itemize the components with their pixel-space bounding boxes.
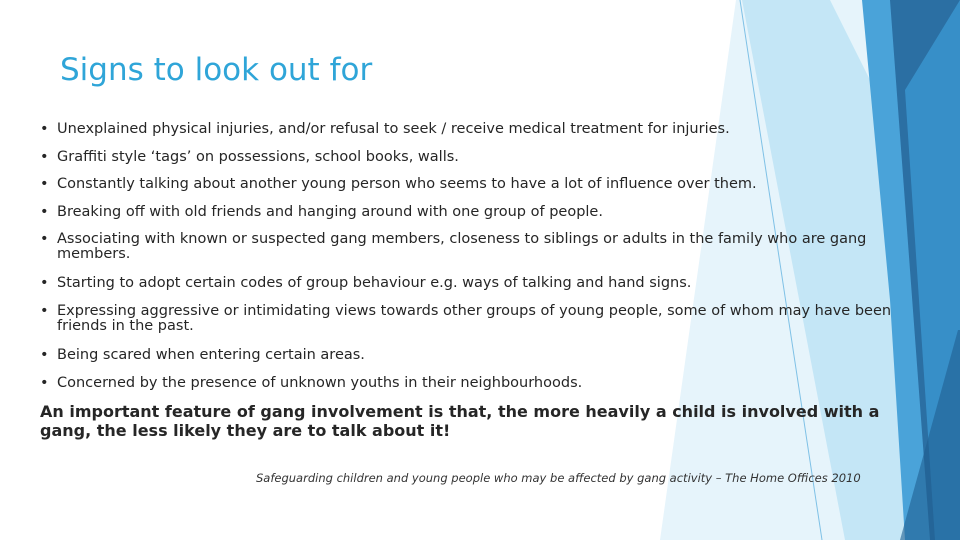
bullet-item [40,205,910,220]
bullet-dot: • [40,347,49,363]
bullet-dot: • [40,149,49,165]
bullet-item [40,348,910,363]
bullet-text: Constantly talking about another young person who seems to have a lot of influence over them. [57,176,757,192]
bullet-dot: • [40,176,49,192]
slide-title: Signs to look out for [60,52,373,88]
bullet-item [40,304,910,334]
bullet-item [40,276,910,291]
bullet-text: Being scared when entering certain areas. [57,347,365,363]
bullet-text: Unexplained physical injuries, and/or refusal to seek / receive medical treatment for injuries. [57,121,730,137]
bullet-dot: • [40,231,49,247]
bullet-text: Expressing aggressive or intimidating views towards other groups of young people, some of whom may have been friends in the past. [57,303,892,334]
bullet-item [40,376,910,391]
bullet-item [40,150,910,165]
citation: Safeguarding children and young people who may be affected by gang activity – The Home Offices 2010 [256,471,861,485]
bullet-dot: • [40,275,49,291]
bullet-dot: • [40,303,49,319]
bullet-text: Breaking off with old friends and hanging around with one group of people. [57,204,603,220]
important-statement: An important feature of gang involvement is that, the more heavily a child is involved with a gang, the less likely they are to talk about it! [40,402,880,440]
bullet-text: Concerned by the presence of unknown youths in their neighbourhoods. [57,375,583,391]
bullet-dot: • [40,121,49,137]
bullet-text: Associating with known or suspected gang members, closeness to siblings or adults in the family who are gang members. [57,231,867,262]
bullet-item [40,177,910,192]
bullet-text: Starting to adopt certain codes of group behaviour e.g. ways of talking and hand signs. [57,275,692,291]
bullet-text: Graffiti style ‘tags’ on possessions, school books, walls. [57,149,459,165]
bullet-dot: • [40,204,49,220]
bullet-item [40,232,910,262]
bullet-item [40,122,910,137]
bullet-dot: • [40,375,49,391]
